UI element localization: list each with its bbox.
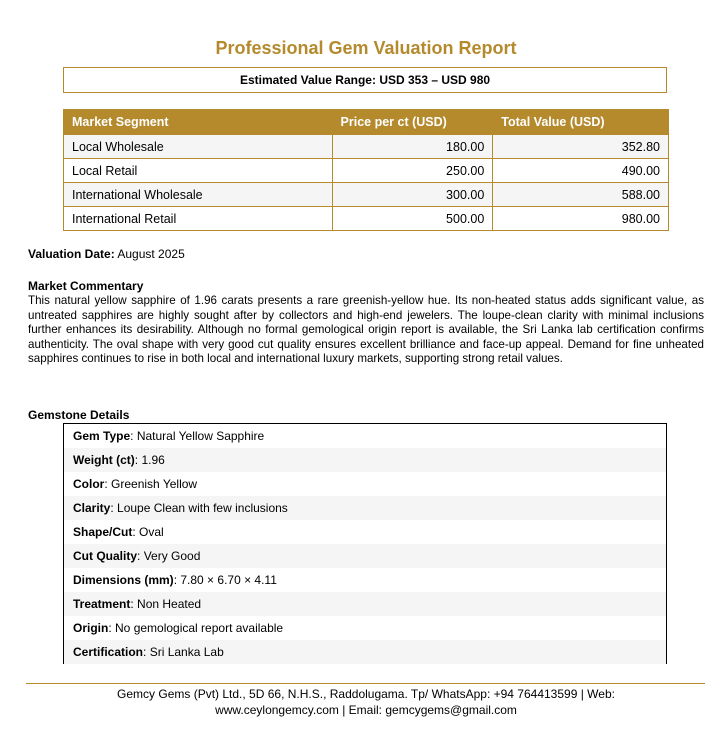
valuation-date-value: August 2025	[117, 247, 185, 261]
valuation-date	[28, 247, 185, 261]
detail-value: Loupe Clean with few inclusions	[117, 501, 288, 515]
column-header-price: Price per ct (USD)	[332, 110, 493, 135]
valuation-date-label: Valuation Date:	[28, 247, 115, 261]
commentary-heading: Market Commentary	[28, 279, 144, 293]
price-cell: 180.00	[332, 135, 493, 159]
detail-value: Non Heated	[137, 597, 202, 611]
total-cell: 980.00	[493, 207, 669, 231]
detail-row-dimensions: Dimensions (mm): 7.80 × 6.70 × 4.11	[64, 568, 666, 592]
footer-web-email-line: www.ceylongemcy.com | Email: gemcygems@gmail.com	[215, 703, 517, 717]
detail-label: Certification	[73, 645, 144, 659]
detail-value: 7.80 × 6.70 × 4.11	[180, 573, 277, 587]
detail-label: Dimensions (mm)	[73, 573, 174, 587]
details-heading: Gemstone Details	[28, 408, 130, 422]
detail-row-shape: Shape/Cut: Oval	[64, 520, 666, 544]
detail-value: 1.96	[141, 453, 165, 467]
price-cell: 300.00	[332, 183, 493, 207]
detail-label: Treatment	[73, 597, 131, 611]
table-row	[64, 159, 669, 183]
detail-value: Oval	[139, 525, 164, 539]
detail-row-color: Color: Greenish Yellow	[64, 472, 666, 496]
detail-row-clarity: Clarity: Loupe Clean with few inclusions	[64, 496, 666, 520]
detail-label: Color	[73, 477, 105, 491]
report-title: Professional Gem Valuation Report	[215, 38, 517, 58]
detail-value: Sri Lanka Lab	[149, 645, 224, 659]
detail-value: Natural Yellow Sapphire	[136, 429, 265, 443]
detail-row-certification: Certification: Sri Lanka Lab	[64, 640, 666, 664]
footer-contact-line: Gemcy Gems (Pvt) Ltd., 5D 66, N.H.S., Raddolugama. Tp/ WhatsApp: +94 764413599 | Web:	[117, 687, 615, 701]
valuation-table	[63, 109, 669, 231]
footer-divider	[26, 683, 705, 684]
detail-row-weight: Weight (ct): 1.96	[64, 448, 666, 472]
detail-label: Origin	[73, 621, 109, 635]
segment-cell: Local Retail	[64, 159, 333, 183]
table-row	[64, 135, 669, 159]
detail-label: Cut Quality	[73, 549, 138, 563]
detail-value: No gemological report available	[115, 621, 284, 635]
total-cell: 588.00	[493, 183, 669, 207]
detail-label: Shape/Cut	[73, 525, 133, 539]
detail-row-treatment: Treatment: Non Heated	[64, 592, 666, 616]
gemstone-details-box	[63, 423, 667, 664]
segment-cell: International Retail	[64, 207, 333, 231]
segment-cell: Local Wholesale	[64, 135, 333, 159]
table-row	[64, 183, 669, 207]
detail-value: Greenish Yellow	[111, 477, 198, 491]
segment-cell: International Wholesale	[64, 183, 333, 207]
total-cell: 352.80	[493, 135, 669, 159]
value-range-box: Estimated Value Range: USD 353 – USD 980	[63, 67, 667, 93]
table-row	[64, 207, 669, 231]
price-cell: 500.00	[332, 207, 493, 231]
detail-value: Very Good	[143, 549, 201, 563]
commentary-text: This natural yellow sapphire of 1.96 carats presents a rare greenish-yellow hue. Its non-heated status adds significant value, as untreated sapphires are highly sought after by collectors and high-end jewelers. The loupe-clean clarity with minimal inclusions further enhances its desirability. Although no formal gemological origin report is available, the Sri Lanka lab certification confirms authenticity. The oval shape with very good cut quality ensures excellent brilliance and face-up appeal. Demand for fine unheated sapphires continues to rise in both local and international luxury markets, supporting strong retail values.	[28, 294, 704, 365]
detail-row-gem-type: Gem Type: Natural Yellow Sapphire	[64, 424, 666, 448]
total-cell: 490.00	[493, 159, 669, 183]
detail-row-origin: Origin: No gemological report available	[64, 616, 666, 640]
price-cell: 250.00	[332, 159, 493, 183]
column-header-segment: Market Segment	[64, 110, 333, 135]
detail-label: Clarity	[73, 501, 111, 515]
footer	[0, 686, 728, 718]
detail-row-cut-quality: Cut Quality: Very Good	[64, 544, 666, 568]
valuation-header-row	[64, 110, 669, 135]
detail-label: Gem Type	[73, 429, 131, 443]
column-header-total: Total Value (USD)	[493, 110, 669, 135]
detail-label: Weight (ct)	[73, 453, 135, 467]
